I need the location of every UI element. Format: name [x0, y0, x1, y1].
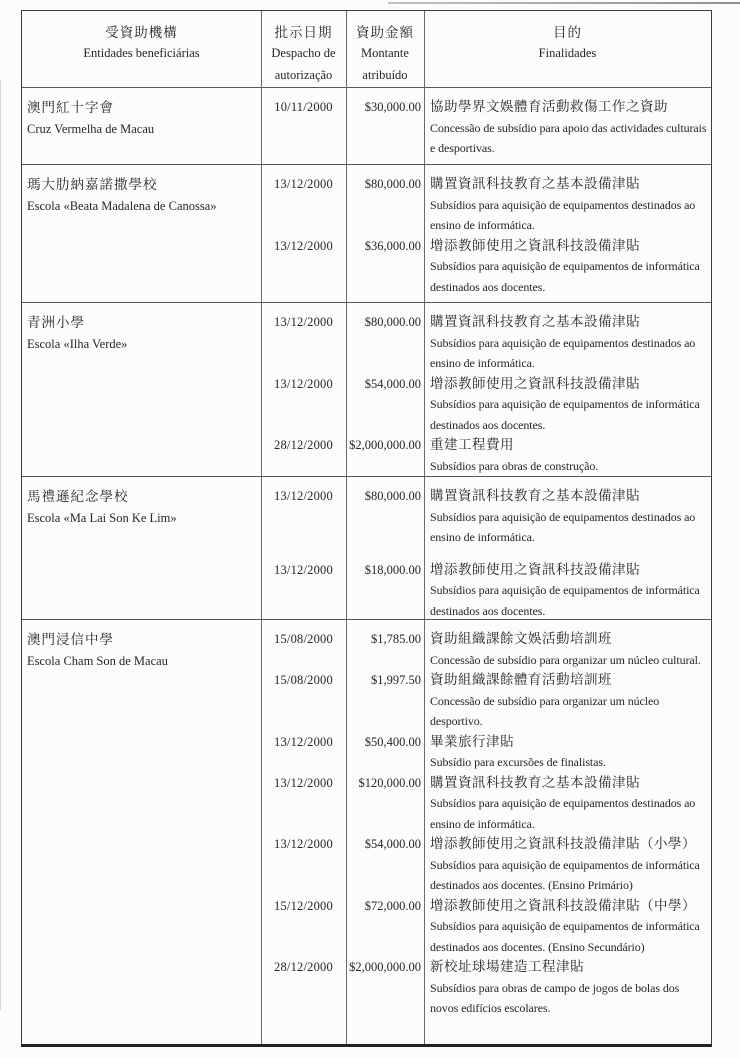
subsidy-entry: [261, 629, 711, 670]
authorization-date: 13/12/2000: [274, 489, 333, 503]
beneficiary-entity: [22, 629, 261, 673]
subsidy-entry: [261, 670, 711, 732]
subsidy-entry: [261, 957, 711, 1019]
amount-granted: $18,000.00: [364, 562, 421, 577]
header-amount: [346, 22, 424, 87]
subsidy-entry: [261, 174, 711, 236]
entity-name-zh: 瑪大肋納嘉諾撒學校: [27, 177, 158, 192]
purpose-zh: 新校址球場建造工程津貼: [430, 959, 584, 974]
authorization-date: 28/12/2000: [274, 960, 333, 974]
table-header-row: [22, 11, 711, 88]
purpose-pt: Concessão de subsídio para apoio das actividades culturais e desportivas.: [430, 120, 707, 155]
purpose-cell: [424, 896, 711, 958]
entry-list: [261, 312, 711, 476]
entry-list: [261, 97, 711, 159]
authorization-date: 13/12/2000: [274, 177, 333, 191]
subsidy-entry: [261, 773, 711, 835]
authorization-date: 28/12/2000: [274, 438, 333, 452]
amount-granted: $36,000.00: [364, 238, 421, 253]
authorization-date: 15/08/2000: [274, 632, 333, 646]
entry-list: [261, 174, 711, 297]
amount-granted: $1,997.50: [371, 673, 421, 687]
entity-name-pt: Cruz Vermelha de Macau: [27, 122, 155, 136]
entity-name-zh: 澳門浸信中學: [27, 632, 114, 647]
amount-granted: $30,000.00: [364, 100, 421, 114]
amount-granted: $80,000.00: [364, 177, 421, 191]
header-amount-zh: 資助金額: [356, 25, 414, 40]
purpose-zh: 購置資訊科技教育之基本設備津貼: [430, 774, 640, 790]
header-amount-pt-line1: Montante: [361, 46, 409, 60]
amount-granted: $2,000,000.00: [349, 960, 421, 974]
entity-name-zh: 馬禮遜紀念學校: [27, 489, 129, 504]
header-date-zh: 批示日期: [274, 25, 333, 40]
authorization-date: 13/12/2000: [274, 775, 333, 790]
subsidy-entry: [261, 896, 711, 958]
purpose-zh: 增添教師使用之資訊科技設備津貼（小學）: [430, 836, 696, 851]
purpose-zh: 增添教師使用之資訊科技設備津貼: [430, 237, 640, 253]
amount-granted: $80,000.00: [364, 489, 421, 503]
purpose-zh: 協助學界文娛體育活動救傷工作之資助: [430, 99, 668, 114]
beneficiary-entity: [22, 174, 261, 218]
subsidies-table: [21, 10, 712, 1047]
entry-list: [261, 486, 711, 620]
purpose-cell: [424, 629, 711, 670]
beneficiary-entity: [22, 486, 261, 530]
purpose-pt: Concessão de subsídio para organizar um núcleo cultural.: [430, 652, 701, 667]
subsidy-entry: [261, 560, 711, 621]
subsidy-entry: [261, 312, 711, 374]
purpose-zh: 增添教師使用之資訊科技設備津貼（中學）: [430, 897, 696, 913]
purpose-cell: [424, 560, 711, 621]
authorization-date: 13/12/2000: [274, 837, 333, 851]
subsidy-entry: [261, 97, 711, 159]
scan-edge-line: [0, 80, 1, 1010]
purpose-cell: [424, 435, 711, 476]
subsidy-entry: [261, 732, 711, 773]
purpose-cell: [424, 97, 711, 159]
subsidy-entry: [261, 236, 711, 298]
purpose-cell: [424, 957, 711, 1019]
authorization-date: 13/12/2000: [274, 734, 333, 749]
purpose-pt: Subsídios para aquisição de equipamentos de informática destinados aos docentes.: [430, 259, 700, 294]
subsidy-entry: [261, 374, 711, 436]
amount-granted: $54,000.00: [364, 837, 421, 851]
subsidy-entry: [261, 435, 711, 476]
authorization-date: 15/12/2000: [274, 898, 333, 913]
subsidy-entry: [261, 834, 711, 896]
purpose-cell: [424, 773, 711, 835]
purpose-cell: [424, 374, 711, 436]
table-row: [22, 620, 711, 1044]
entity-name-pt: Escola Cham Son de Macau: [27, 654, 168, 668]
purpose-pt: Subsídios para obras de construção.: [430, 458, 599, 473]
header-date-pt-line2: autorização: [274, 67, 333, 82]
purpose-zh: 購置資訊科技教育之基本設備津貼: [430, 176, 640, 191]
authorization-date: 15/08/2000: [274, 673, 333, 687]
purpose-zh: 增添教師使用之資訊科技設備津貼: [430, 375, 640, 391]
authorization-date: 13/12/2000: [274, 315, 333, 329]
entity-name-zh: 澳門紅十字會: [27, 100, 114, 115]
purpose-zh: 購置資訊科技教育之基本設備津貼: [430, 488, 640, 503]
purpose-pt: Concessão de subsídio para organizar um núcleo desportivo.: [430, 693, 660, 728]
header-amount-pt-line2: atribuído: [362, 67, 408, 82]
header-authorization-date: [261, 22, 346, 87]
amount-granted: $72,000.00: [364, 898, 421, 913]
purpose-pt: Subsídios para aquisição de equipamentos de informática destinados aos docentes. (Ensino Secundário): [430, 919, 700, 954]
entity-name-zh: 青洲小學: [27, 315, 85, 330]
authorization-date: 13/12/2000: [274, 562, 333, 577]
entity-name-pt: Escola «Ma Lai Son Ke Lim»: [27, 511, 177, 525]
amount-granted: $2,000,000.00: [349, 438, 421, 452]
purpose-pt: Subsídio para excursões de finalistas.: [430, 755, 606, 769]
authorization-date: 13/12/2000: [274, 376, 333, 391]
scan-artifact-line: [388, 2, 740, 4]
purpose-pt: Subsídios para aquisição de equipamentos de informática destinados aos docentes.: [430, 397, 700, 432]
purpose-cell: [424, 670, 711, 732]
amount-granted: $54,000.00: [364, 376, 421, 391]
purpose-cell: [424, 236, 711, 298]
header-entities: [22, 22, 261, 87]
table-row: [22, 165, 711, 303]
header-date-pt-line1: Despacho de: [271, 46, 336, 60]
purpose-pt: Subsídios para aquisição de equipamentos destinados ao ensino de informática.: [430, 335, 696, 370]
amount-granted: $120,000.00: [358, 775, 421, 790]
table-row: [22, 88, 711, 165]
purpose-cell: [424, 732, 711, 773]
purpose-pt: Subsídios para aquisição de equipamentos destinados ao ensino de informática.: [430, 197, 696, 232]
purpose-zh: 增添教師使用之資訊科技設備津貼: [430, 561, 640, 577]
amount-granted: $50,400.00: [364, 734, 421, 749]
header-purpose-pt: Finalidades: [538, 46, 597, 60]
purpose-pt: Subsídios para aquisição de equipamentos destinados ao ensino de informática.: [430, 796, 696, 831]
authorization-date: 10/11/2000: [274, 100, 333, 114]
beneficiary-entity: [22, 97, 261, 141]
entity-name-pt: Escola «Ilha Verde»: [27, 337, 128, 351]
purpose-pt: Subsídios para aquisição de equipamentos de informática destinados aos docentes. (Ensino Primário): [430, 857, 700, 892]
purpose-cell: [424, 834, 711, 896]
purpose-zh: 資助組織課餘體育活動培訓班: [430, 672, 612, 687]
entity-name-pt: Escola «Beata Madalena de Canossa»: [27, 199, 217, 213]
entry-list: [261, 629, 711, 1019]
table-row: [22, 477, 711, 620]
purpose-zh: 購置資訊科技教育之基本設備津貼: [430, 314, 640, 329]
amount-granted: $1,785.00: [371, 632, 421, 646]
purpose-pt: Subsídios para aquisição de equipamentos destinados ao ensino de informática.: [430, 509, 696, 544]
amount-granted: $80,000.00: [364, 315, 421, 329]
header-purpose: [424, 22, 711, 87]
header-purpose-zh: 目的: [553, 25, 582, 40]
purpose-pt: Subsídios para aquisição de equipamentos de informática destinados aos docentes.: [430, 583, 700, 618]
purpose-zh: 畢業旅行津貼: [430, 733, 514, 749]
purpose-pt: Subsídios para obras de campo de jogos de bolas dos novos edifícios escolares.: [430, 980, 680, 1015]
purpose-cell: [424, 486, 711, 548]
header-entities-pt: Entidades beneficiárias: [83, 46, 200, 60]
purpose-cell: [424, 174, 711, 236]
header-entities-zh: 受資助機構: [105, 25, 178, 40]
authorization-date: 13/12/2000: [274, 238, 333, 253]
purpose-zh: 重建工程費用: [430, 437, 514, 452]
subsidy-entry: [261, 486, 711, 548]
purpose-cell: [424, 312, 711, 374]
table-row: [22, 303, 711, 477]
table-body: [22, 88, 711, 1044]
purpose-zh: 資助組織課餘文娛活動培訓班: [430, 631, 612, 646]
beneficiary-entity: [22, 312, 261, 356]
